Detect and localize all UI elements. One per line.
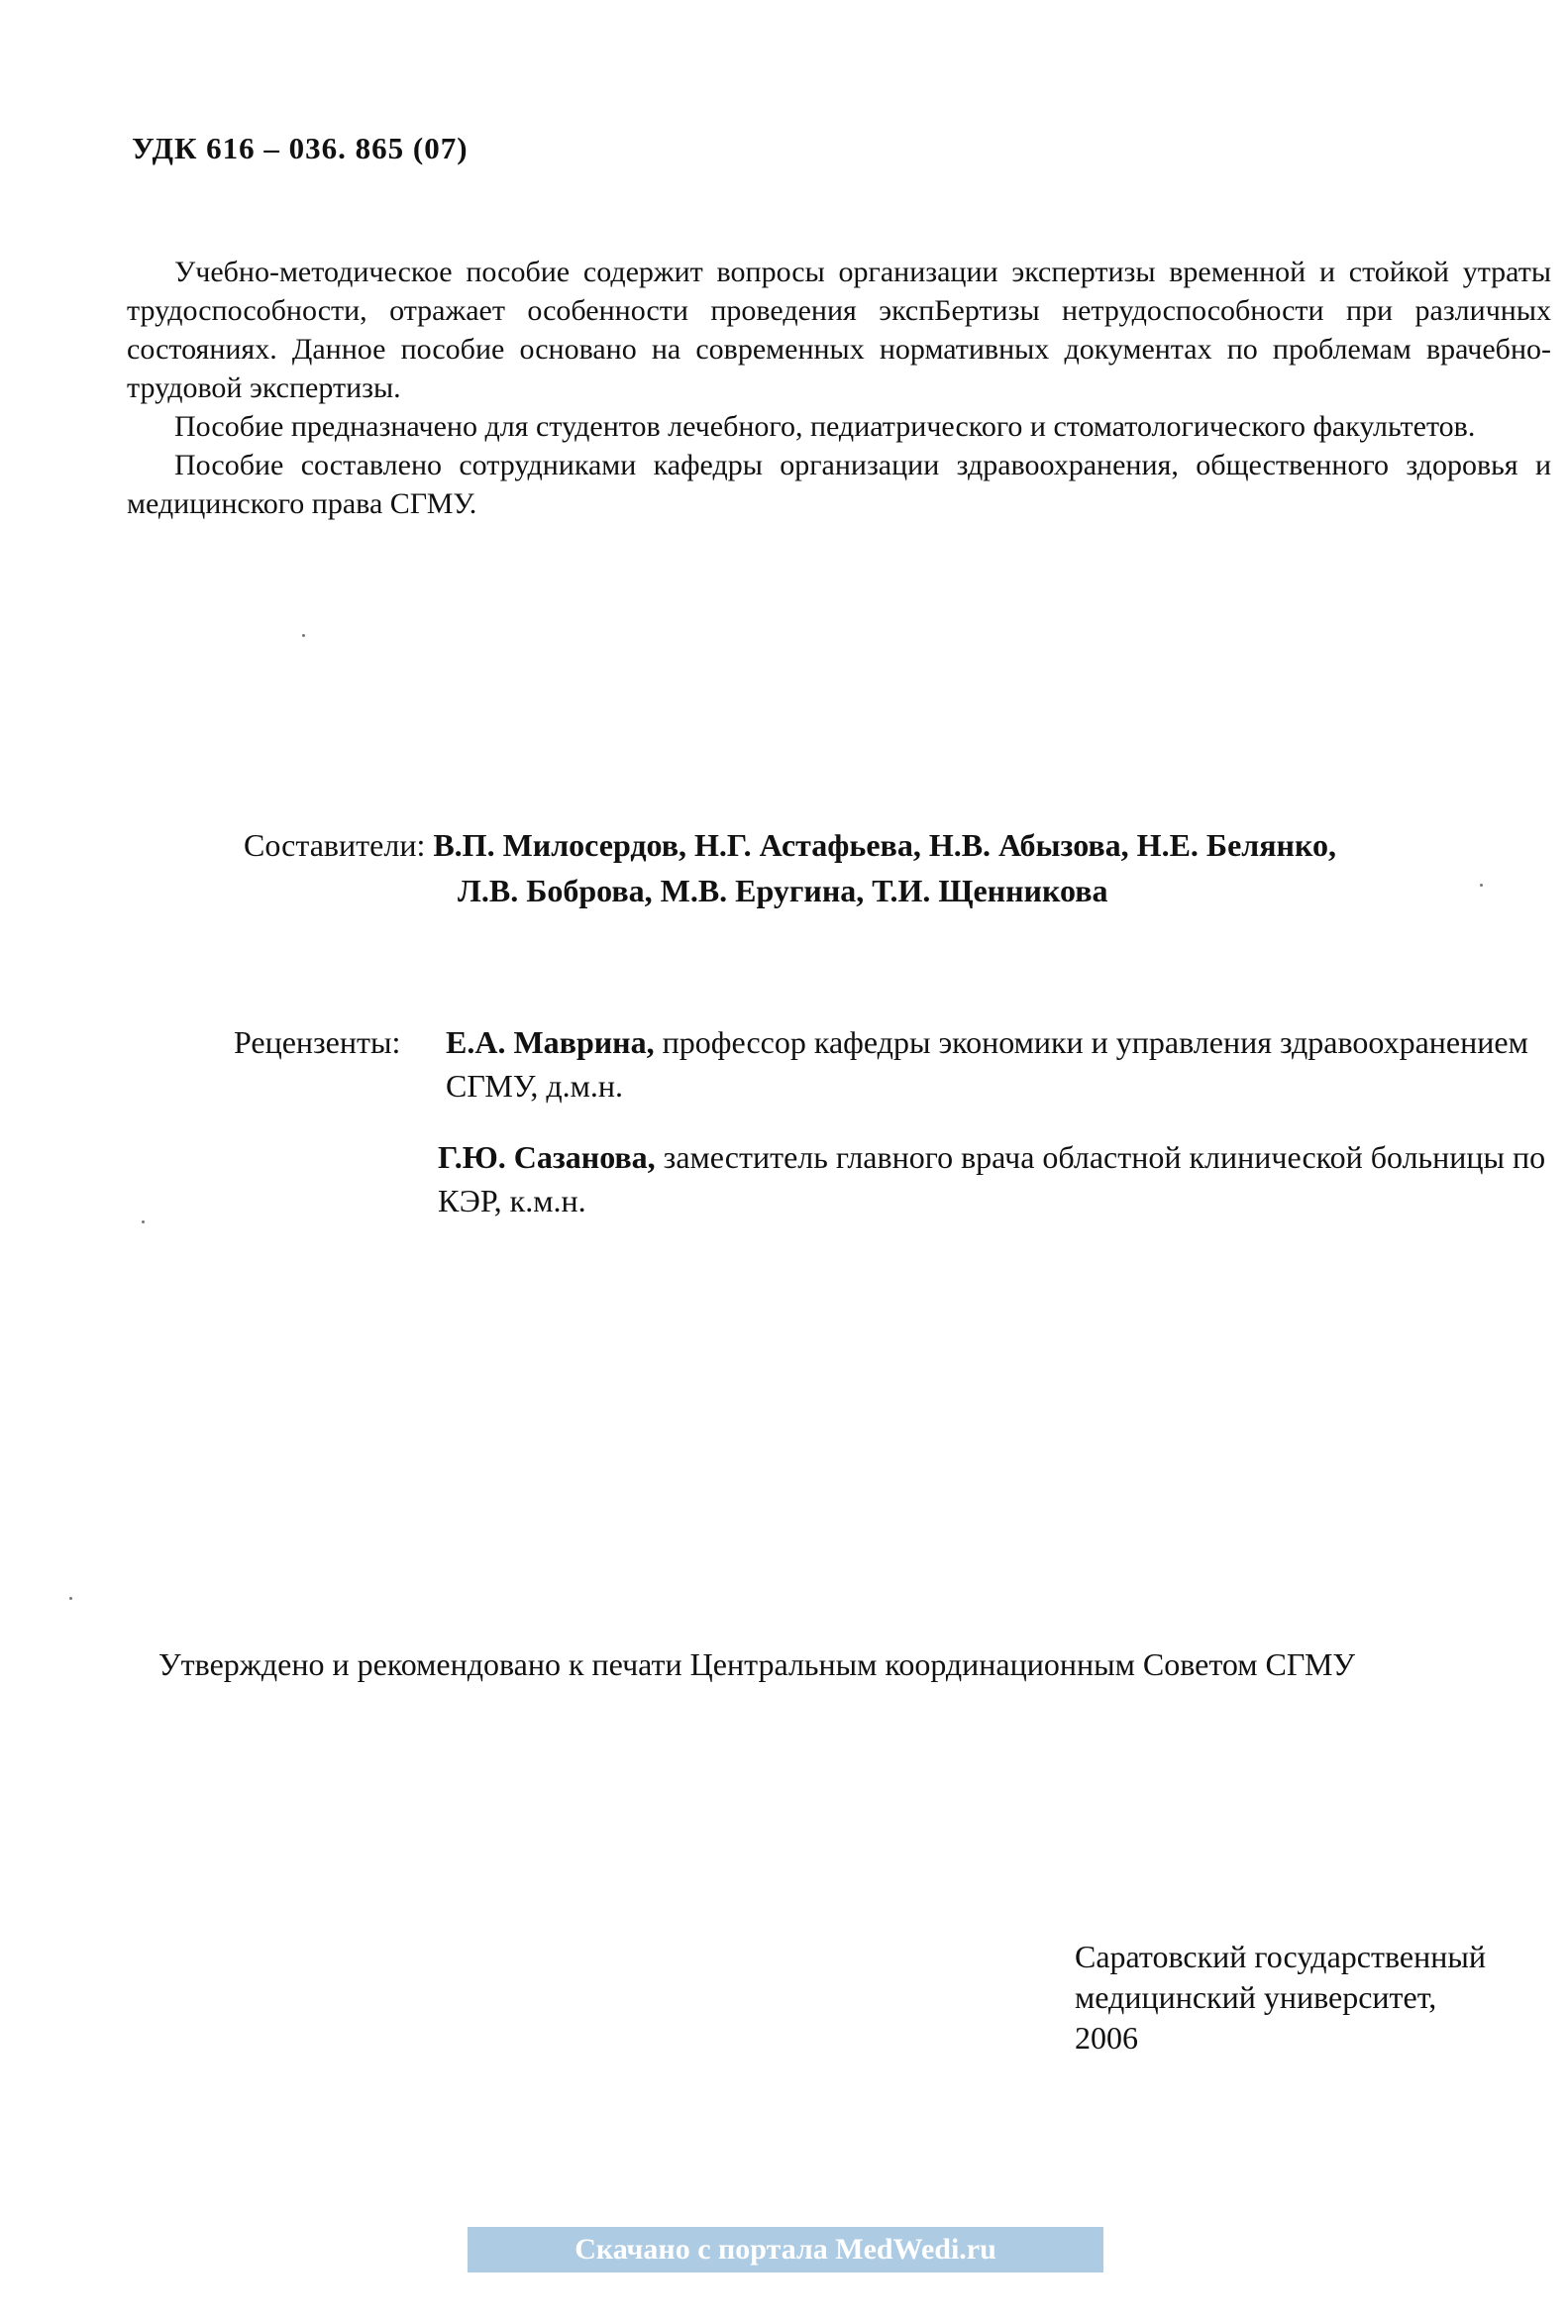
scan-speck xyxy=(302,634,305,637)
abstract-paragraph: Пособие предназначено для студентов лечебного, педиатрического и стоматологического факультетов. xyxy=(174,410,1476,443)
reviewers-label: Рецензенты: xyxy=(234,1024,401,1060)
publisher-name-cont: медицинский университет, xyxy=(1075,1979,1437,2015)
scan-speck xyxy=(142,1220,145,1223)
scan-speck xyxy=(1480,884,1483,887)
reviewer-entry xyxy=(234,1020,1541,1108)
publication-year: 2006 xyxy=(1075,2020,1138,2056)
reviewer-name: Г.Ю. Сазанова, xyxy=(438,1139,656,1175)
compilers-block xyxy=(244,822,1521,913)
udk-code: УДК 616 – 036. 865 (07) xyxy=(132,131,469,165)
scan-speck xyxy=(69,1597,72,1600)
publisher-name: Саратовский государственный xyxy=(1075,1939,1486,1974)
compilers-names-line2: Л.В. Боброва, М.В. Еругина, Т.И. Щенникова xyxy=(458,873,1108,908)
abstract xyxy=(127,253,1551,523)
reviewer-name: Е.А. Маврина, xyxy=(446,1024,655,1060)
publisher-block xyxy=(1075,1937,1486,2059)
abstract-paragraph: Учебно-методическое пособие содержит вопросы организации экспертизы временной и стойкой утраты трудоспособности, отражает особенности проведения экспБертизы нетрудоспособности при различных состояниях. Данное пособие основано на современных нормативных документах по проблемам врачебно-трудовой экспертизы. xyxy=(127,256,1551,404)
download-banner[interactable]: Скачано с портала MedWedi.ru xyxy=(468,2227,1103,2272)
abstract-paragraph: Пособие составлено сотрудниками кафедры организации здравоохранения, общественного здоровья и медицинского права СГМУ. xyxy=(127,449,1551,520)
compilers-names-line1: В.П. Милосердов, Н.Г. Астафьева, Н.В. Абызова, Н.Е. Белянко, xyxy=(433,827,1336,863)
reviewer-description: профессор кафедры экономики и управления здравоохранением СГМУ, д.м.н. xyxy=(446,1024,1528,1104)
reviewer-description: заместитель главного врача областной клинической больницы по КЭР, к.м.н. xyxy=(438,1139,1546,1218)
reviewer-text xyxy=(446,1020,1541,1108)
reviewers-block xyxy=(234,1020,1546,1222)
approval-statement: Утверждено и рекомендовано к печати Центральным координационным Советом СГМУ xyxy=(158,1646,1356,1682)
reviewer-entry xyxy=(438,1135,1547,1222)
compilers-label: Составители: xyxy=(244,827,434,863)
